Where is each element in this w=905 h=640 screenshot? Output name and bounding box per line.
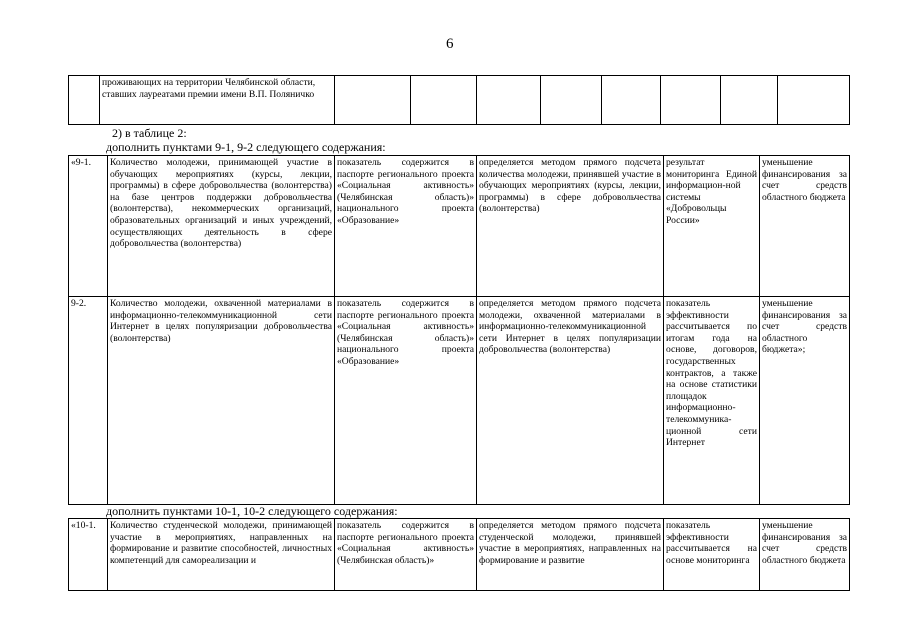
table-cell bbox=[477, 76, 541, 125]
table-cell bbox=[541, 76, 602, 125]
table-cell bbox=[778, 76, 850, 125]
row-number: 9-2. bbox=[69, 297, 108, 505]
table-cell bbox=[721, 76, 778, 125]
table-row bbox=[69, 519, 850, 591]
method-cell: определяется методом прямого подсчета молодежи, охваченной материалами в информационно-телекоммуникационной сети Интернет в целях популяризации добровольчества (волонтерства) bbox=[477, 297, 664, 505]
source-cell: показатель содержится в паспорте регионального проекта «Социальная активность» (Челябинская область)» bbox=[335, 519, 477, 591]
table-row bbox=[69, 76, 850, 125]
table-row bbox=[69, 156, 850, 297]
table-cell-text: проживающих на территории Челябинской области, ставших лауреатами премии имени В.П. Поляничко bbox=[100, 76, 335, 125]
row-number: «9-1. bbox=[69, 156, 108, 297]
table-9 bbox=[68, 155, 850, 505]
method-cell: определяется методом прямого подсчета студенческой молодежи, принявшей участие в мероприятиях, направленных на формирование и развитие bbox=[477, 519, 664, 591]
table-cell bbox=[335, 76, 411, 125]
table-cell bbox=[661, 76, 721, 125]
source-cell: показатель содержится в паспорте регионального проекта «Социальная активность» (Челябинская область)» национального проекта «Образование» bbox=[335, 297, 477, 505]
effect-cell: уменьшение финансирования за счет средств областного бюджета bbox=[760, 519, 850, 591]
page-number: 6 bbox=[446, 36, 454, 52]
method-cell: определяется методом прямого подсчета количества молодежи, принявшей участие в обучающих мероприятиях (курсы, лекции, программы) в сфере добровольчества (волонтерства) bbox=[477, 156, 664, 297]
indicator-cell: Количество молодежи, охваченной материалами в информационно-телекоммуникационной сети Интернет в целях популяризации добровольчества (волонтерства) bbox=[108, 297, 335, 505]
section-heading-9: дополнить пунктами 9-1, 9-2 следующего содержания: bbox=[106, 140, 386, 154]
indicator-cell: Количество молодежи, принимающей участие в обучающих мероприятиях (курсы, лекции, программы) в сфере добровольчества (волонтерства) на базе центров поддержки добровольчества (волонтерства), некоммерческих организаций, образовательных организаций и иных учреждений, осуществляющих деятельность в сфере добровольчества (волонтерства) bbox=[108, 156, 335, 297]
table-row bbox=[69, 297, 850, 505]
source-cell: показатель содержится в паспорте регионального проекта «Социальная активность» (Челябинская область)» национального проекта «Образование» bbox=[335, 156, 477, 297]
table-cell bbox=[411, 76, 477, 125]
calc-cell: показатель эффективности рассчитывается на основе мониторинга bbox=[664, 519, 760, 591]
table-10 bbox=[68, 518, 850, 591]
row-number: «10-1. bbox=[69, 519, 108, 591]
calc-cell: результат мониторинга Единой информацион-ной системы «Добровольцы России» bbox=[664, 156, 760, 297]
top-table bbox=[68, 75, 850, 125]
section-heading-10: дополнить пунктами 10-1, 10-2 следующего содержания: bbox=[106, 504, 398, 518]
effect-cell: уменьшение финансирования за счет средств областного бюджета bbox=[760, 156, 850, 297]
sub-item-heading: 2) в таблице 2: bbox=[112, 126, 187, 140]
calc-cell: показатель эффективности рассчитывается по итогам года на основе, договоров, государственных контрактов, а также на основе статистики площадок информационно-телекоммуника-ционной сети Интернет bbox=[664, 297, 760, 505]
table-cell bbox=[602, 76, 661, 125]
table-cell bbox=[69, 76, 100, 125]
indicator-cell: Количество студенческой молодежи, принимающей участие в мероприятиях, направленных на формирование и развитие способностей, личностных компетенций для самореализации и bbox=[108, 519, 335, 591]
effect-cell: уменьшение финансирования за счет средств областного бюджета»; bbox=[760, 297, 850, 505]
